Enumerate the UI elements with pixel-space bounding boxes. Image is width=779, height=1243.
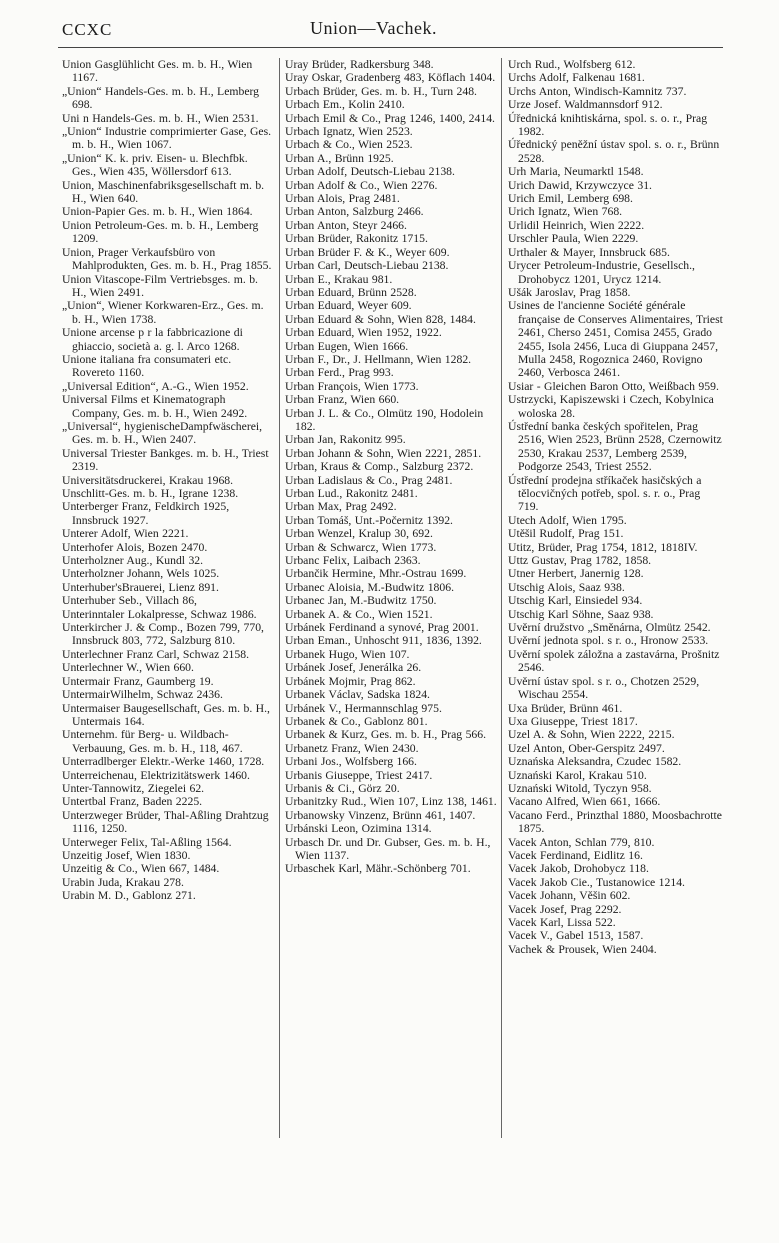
directory-entry: Untertbal Franz, Baden 2225. [62,795,203,809]
directory-entry: Unterlechner Franz Carl, Schwaz 2158. [62,647,249,661]
directory-entry: Urban & Schwarcz, Wien 1773. [285,540,437,554]
directory-entry: Urbančik Hermine, Mhr.-Ostrau 1699. [285,567,467,581]
directory-entry: Urban F., Dr., J. Hellmann, Wien 1282. [285,352,472,366]
directory-entry: Unterreichenau, Elektrizitätswerk 1460. [62,768,250,782]
directory-entry: Union Petroleum-Ges. m. b. H., Lemberg 1209. [62,218,259,246]
directory-entry: Urbánek Mojmir, Prag 862. [285,674,416,688]
directory-entry: Universitätsdruckerei, Krakau 1968. [62,473,234,487]
directory-entry: „Union“, Wiener Korkwaren-Erz., Ges. m. b. H., Wien 1738. [62,299,264,326]
directory-entry: Vacano Ferd., Prinzthal 1880, Moosbachrotte 1875. [508,808,722,836]
directory-entry: Unterinntaler Lokalpresse, Schwaz 1986. [62,607,257,621]
directory-entry: Vacek V., Gabel 1513, 1587. [508,929,644,943]
directory-entry: Urich Ignatz, Wien 768. [508,205,623,219]
directory-entry: Urban Alois, Prag 2481. [285,192,400,206]
running-head: Union—Vachek. [310,18,437,38]
directory-entry: Union Gasglühlicht Ges. m. b. H., Wien 1167. [62,58,253,85]
directory-entry: Urban E., Krakau 981. [285,272,393,286]
directory-entry: Union Vitascope-Film Vertriebsges. m. b. H., Wien 2491. [62,272,258,299]
directory-entry: Urbach Em., Kolin 2410. [285,98,405,112]
directory-entry: Urban Brüder, Rakonitz 1715. [285,232,428,246]
directory-column-2 [285,58,497,876]
directory-entry: Urbanowsky Vinzenz, Brünn 461, 1407. [285,808,476,822]
directory-entry: Uznański Karol, Krakau 510. [508,768,647,782]
directory-entry: Urbánek Josef, Jenerálka 26. [285,661,422,675]
directory-entry: Uttz Gustav, Prag 1782, 1858. [508,554,652,568]
directory-entry: Urban Eugen, Wien 1666. [285,339,409,353]
directory-entry: Urban Johann & Sohn, Wien 2221, 2851. [285,446,482,460]
directory-entry: „Union“ K. k. priv. Eisen- u. Blechfbk. Ges., Wien 435, Wöllersdorf 613. [62,151,248,179]
directory-entry: Urch Rud., Wolfsberg 612. [508,58,636,71]
directory-entry: Urban Franz, Wien 660. [285,393,400,407]
directory-entry: Urbasch Dr. und Dr. Gubser, Ges. m. b. H., Wien 1137. [285,835,491,862]
directory-entry: Urban Lud., Rakonitz 2481. [285,487,418,500]
directory-entry: UntermairWilhelm, Schwaz 2436. [62,688,223,702]
directory-entry: Urbanitzky Rud., Wien 107, Linz 138, 1461. [285,795,497,809]
directory-entry: „Union“ Industrie comprimierter Gase, Ges. m. b. H., Wien 1067. [62,125,272,152]
directory-entry: Vacek Johann, Věšin 602. [508,889,631,903]
header-rule [58,47,723,48]
directory-entry: Urchs Anton, Windisch-Kamnitz 737. [508,84,687,98]
directory-entry: Urban Ladislaus & Co., Prag 2481. [285,473,453,487]
directory-entry: Unter-Tannowitz, Ziegelei 62. [62,781,205,795]
directory-entry: Unzeitig Josef, Wien 1830. [62,848,191,862]
directory-entry: Urbach Emil & Co., Prag 1246, 1400, 2414. [285,111,495,125]
directory-entry: Urbaschek Karl, Mähr.-Schönberg 701. [285,862,471,876]
directory-entry: Uxa Giuseppe, Triest 1817. [508,714,638,728]
directory-entry: Union, Maschinenfabriksgesellschaft m. b. H., Wien 640. [62,178,265,206]
directory-entry: Vacek Karl, Lissa 522. [508,916,616,929]
directory-entry: Uxa Brüder, Brünn 461. [508,701,623,715]
directory-entry: Uray Brüder, Radkersburg 348. [285,58,434,71]
directory-entry: Urabin M. D., Gablonz 271. [62,889,196,903]
directory-entry: Urbach & Co., Wien 2523. [285,138,413,152]
directory-entry: Urbanec Jan, M.-Budwitz 1750. [285,594,437,608]
directory-column-3 [508,58,723,956]
directory-entry: Union-Papier Ges. m. b. H., Wien 1864. [62,205,253,219]
directory-entry: Urban, Kraus & Comp., Salzburg 2372. [285,460,474,474]
directory-entry: „Universal“, hygienischeDampfwäscherei, Ges. m. b. H., Wien 2407. [62,419,263,447]
directory-entry: Urbanek Hugo, Wien 107. [285,647,410,661]
directory-entry: Vacek Jakob Cie., Tustanowice 1214. [508,875,685,889]
directory-entry: Unterholzner Johann, Wels 1025. [62,567,220,581]
directory-entry: Untermaiser Baugesellschaft, Ges. m. b. H., Untermais 164. [62,701,270,728]
directory-entry: Uvěrní spolek záložna a zastavárna, Prošnitz 2546. [508,647,720,675]
directory-entry: Urze Josef. Waldmannsdorf 912. [508,98,663,112]
directory-entry: Uni n Handels-Ges. m. b. H., Wien 2531. [62,111,259,125]
directory-entry: Untermair Franz, Gaumberg 19. [62,674,214,688]
directory-entry: Ústřední banka českých spořitelen, Prag 2516, Wien 2523, Brünn 2528, Czernowitz 2530, Krakau 2537, Lemberg 2539, Podgorze 2543, Triest 2552. [508,419,722,474]
directory-entry: Unterradlberger Elektr.-Werke 1460, 1728. [62,755,265,769]
directory-entry: Unterhuber'sBrauerei, Lienz 891. [62,580,219,594]
directory-entry: Urban J. L. & Co., Olmütz 190, Hodolein 182. [285,406,484,433]
directory-entry: Urbanc Felix, Laibach 2363. [285,554,421,568]
directory-entry: Vacek Ferdinand, Eidlitz 16. [508,848,643,862]
directory-entry: Urban Jan, Rakonitz 995. [285,433,406,447]
directory-entry: Utech Adolf, Wien 1795. [508,513,627,527]
directory-entry: Uray Oskar, Gradenberg 483, Köflach 1404. [285,71,496,85]
directory-entry: Unschlitt-Ges. m. b. H., Igrane 1238. [62,487,239,500]
directory-entry: Unterberger Franz, Feldkirch 1925, Innsbruck 1927. [62,500,230,527]
directory-entry: Usines de l'ancienne Société générale française de Conserves Alimentaires, Triest 2461, Cherso 2451, Comisa 2455, Grado 2455, Isola 2456, Luca di Giuppana 2457, Mulla 2458, Rogoznica 2460, Rovigno 2460, Verbosca 2461. [508,299,723,380]
directory-entry: Urchs Adolf, Falkenau 1681. [508,71,645,85]
page-number: CCXC [62,20,113,39]
directory-entry: Urban Carl, Deutsch-Liebau 2138. [285,259,449,273]
directory-entry: „Universal Edition“, A.-G., Wien 1952. [62,379,249,393]
directory-entry: Ustrzycki, Kapiszewski i Czech, Kobylnica woloska 28. [508,393,714,420]
directory-entry: Úřednický peněžní ústav spol. s. o. r., Brünn 2528. [508,138,720,165]
directory-entry: Uzel Anton, Ober-Gerspitz 2497. [508,741,665,755]
directory-entry: Vacek Josef, Prag 2292. [508,902,622,916]
directory-entry: Urban Brüder F. & K., Weyer 609. [285,245,450,259]
directory-entry: Urban Max, Prag 2492. [285,500,397,514]
directory-entry: Urycer Petroleum-Industrie, Gesellsch., Drohobycz 1201, Urycz 1214. [508,259,695,286]
directory-entry: Unterweger Felix, Tal-Aßling 1564. [62,835,232,849]
directory-entry: Urbanek Václav, Sadska 1824. [285,688,430,702]
directory-entry: Universal Films et Kinematograph Company, Ges. m. b. H., Wien 2492. [62,393,248,420]
directory-entry: Urbach Ignatz, Wien 2523. [285,125,413,139]
directory-entry: Urban Eduard, Brünn 2528. [285,285,417,299]
directory-entry: Uvěrní jednota spol. s r. o., Hronow 2533. [508,634,709,648]
directory-entry: Unterhuber Seb., Villach 86, [62,594,197,608]
directory-entry: Unterer Adolf, Wien 2221. [62,527,189,541]
directory-entry: Uvěrní ústav spol. s r. o., Chotzen 2529, Wischau 2554. [508,674,700,702]
directory-entry: Uznańska Aleksandra, Czudec 1582. [508,755,682,769]
directory-entry: Union, Prager Verkaufsbüro von Mahlprodukten, Ges. m. b. H., Prag 1855. [62,245,272,273]
directory-entry: Urbanis Giuseppe, Triest 2417. [285,768,433,782]
directory-entry: Urban Adolf & Co., Wien 2276. [285,178,438,192]
directory-entry: Vacano Alfred, Wien 661, 1666. [508,795,661,809]
directory-entry: Unione arcense p r la fabbricazione di ghiaccio, società a. g. l. Arco 1268. [62,326,243,353]
directory-entry: Urban Eman., Unhoscht 911, 1836, 1392. [285,634,482,648]
directory-entry: Urh Maria, Neumarktl 1548. [508,165,644,179]
directory-entry: Unione italiana fra consumateri etc. Rovereto 1160. [62,352,232,380]
directory-entry: Vacek Anton, Schlan 779, 810. [508,835,655,849]
directory-entry: Urbanek & Co., Gablonz 801. [285,714,428,728]
directory-column-1 [62,58,272,903]
directory-entry: Utěšil Rudolf, Prag 151. [508,527,624,541]
column-divider [279,58,280,1138]
directory-entry: Uzel A. & Sohn, Wien 2222, 2215. [508,728,675,742]
directory-entry: Urbánski Leon, Ozimina 1314. [285,822,432,836]
directory-entry: Uvěrní družstvo „Směnárna, Olmütz 2542. [508,621,711,635]
directory-entry: Urthaler & Mayer, Innsbruck 685. [508,245,670,259]
directory-entry: Unzeitig & Co., Wien 667, 1484. [62,862,220,876]
directory-entry: Unterkircher J. & Comp., Bozen 799, 770, Innsbruck 803, 772, Salzburg 810. [62,621,264,648]
directory-entry: Unterlechner W., Wien 660. [62,661,194,675]
directory-entry: Urbánek Ferdinand a synové, Prag 2001. [285,621,479,635]
directory-entry: Urlidil Heinrich, Wien 2222. [508,218,645,232]
directory-entry: Utschig Alois, Saaz 938. [508,580,625,594]
directory-entry: Urban François, Wien 1773. [285,379,419,393]
directory-entry: Vachek & Prousek, Wien 2404. [508,942,657,956]
directory-entry: Urbach Brüder, Ges. m. b. H., Turn 248. [285,84,477,98]
directory-entry: Ústřední prodejna stříkaček hasičských a tělocvičných potřeb, spol. s. r. o., Prag 719. [508,473,702,514]
directory-entry: Unterhofer Alois, Bozen 2470. [62,540,208,554]
directory-entry: Urban A., Brünn 1925. [285,151,394,165]
directory-entry: Uznański Witold, Tyczyn 958. [508,781,652,795]
directory-entry: Urban Wenzel, Kralup 30, 692. [285,527,433,541]
directory-entry: Urbanek A. & Co., Wien 1521. [285,607,433,621]
directory-entry: Urban Adolf, Deutsch-Liebau 2138. [285,165,455,179]
directory-entry: Urbánek V., Hermannschlag 975. [285,701,442,715]
directory-entry: Urbanec Aloisia, M.-Budwitz 1806. [285,580,454,594]
directory-entry: Urabin Juda, Krakau 278. [62,875,184,889]
directory-entry: Utitz, Brüder, Prag 1754, 1812, 1818IV. [508,540,698,554]
directory-entry: Unterholzner Aug., Kundl 32. [62,554,204,568]
directory-entry: Urban Anton, Steyr 2466. [285,218,407,232]
directory-entry: Universal Triester Bankges. m. b. H., Triest 2319. [62,446,269,474]
directory-entry: Urban Eduard & Sohn, Wien 828, 1484. [285,312,476,326]
column-divider [501,58,502,1138]
directory-entry: Urban Tomáš, Unt.-Počernitz 1392. [285,513,453,527]
directory-entry: Urich Emil, Lemberg 698. [508,192,633,206]
directory-entry: Unternehm. für Berg- u. Wildbach-Verbauung, Ges. m. b. H., 118, 467. [62,728,243,755]
directory-entry: Urbanek & Kurz, Ges. m. b. H., Prag 566. [285,728,487,742]
directory-entry: „Union“ Handels-Ges. m. b. H., Lemberg 698. [62,84,260,112]
directory-entry: Urban Eduard, Weyer 609. [285,299,412,313]
directory-entry: Urban Ferd., Prag 993. [285,366,394,380]
directory-entry: Ušák Jaroslav, Prag 1858. [508,285,631,299]
directory-entry: Urschler Paula, Wien 2229. [508,232,639,246]
directory-entry: Utschig Karl Söhne, Saaz 938. [508,607,654,621]
directory-entry: Unterzweger Brüder, Thal-Aßling Drahtzug 1116, 1250. [62,808,269,836]
directory-entry: Urban Eduard, Wien 1952, 1922. [285,326,442,340]
directory-entry: Urban Anton, Salzburg 2466. [285,205,424,219]
directory-entry: Urbanetz Franz, Wien 2430. [285,741,419,755]
directory-entry: Urbanis & Ci., Görz 20. [285,781,400,795]
directory-entry: Utschig Karl, Einsiedel 934. [508,594,643,608]
directory-entry: Utner Herbert, Janernig 128. [508,567,644,581]
directory-entry: Urich Dawid, Krzywczyce 31. [508,178,652,192]
directory-entry: Vacek Jakob, Drohobycz 118. [508,862,649,876]
directory-entry: Úřednická knihtiskárna, spol. s. o. r., Prag 1982. [508,111,708,139]
directory-entry: Urbani Jos., Wolfsberg 166. [285,755,417,769]
directory-entry: Usiar - Gleichen Baron Otto, Weißbach 959. [508,379,719,393]
